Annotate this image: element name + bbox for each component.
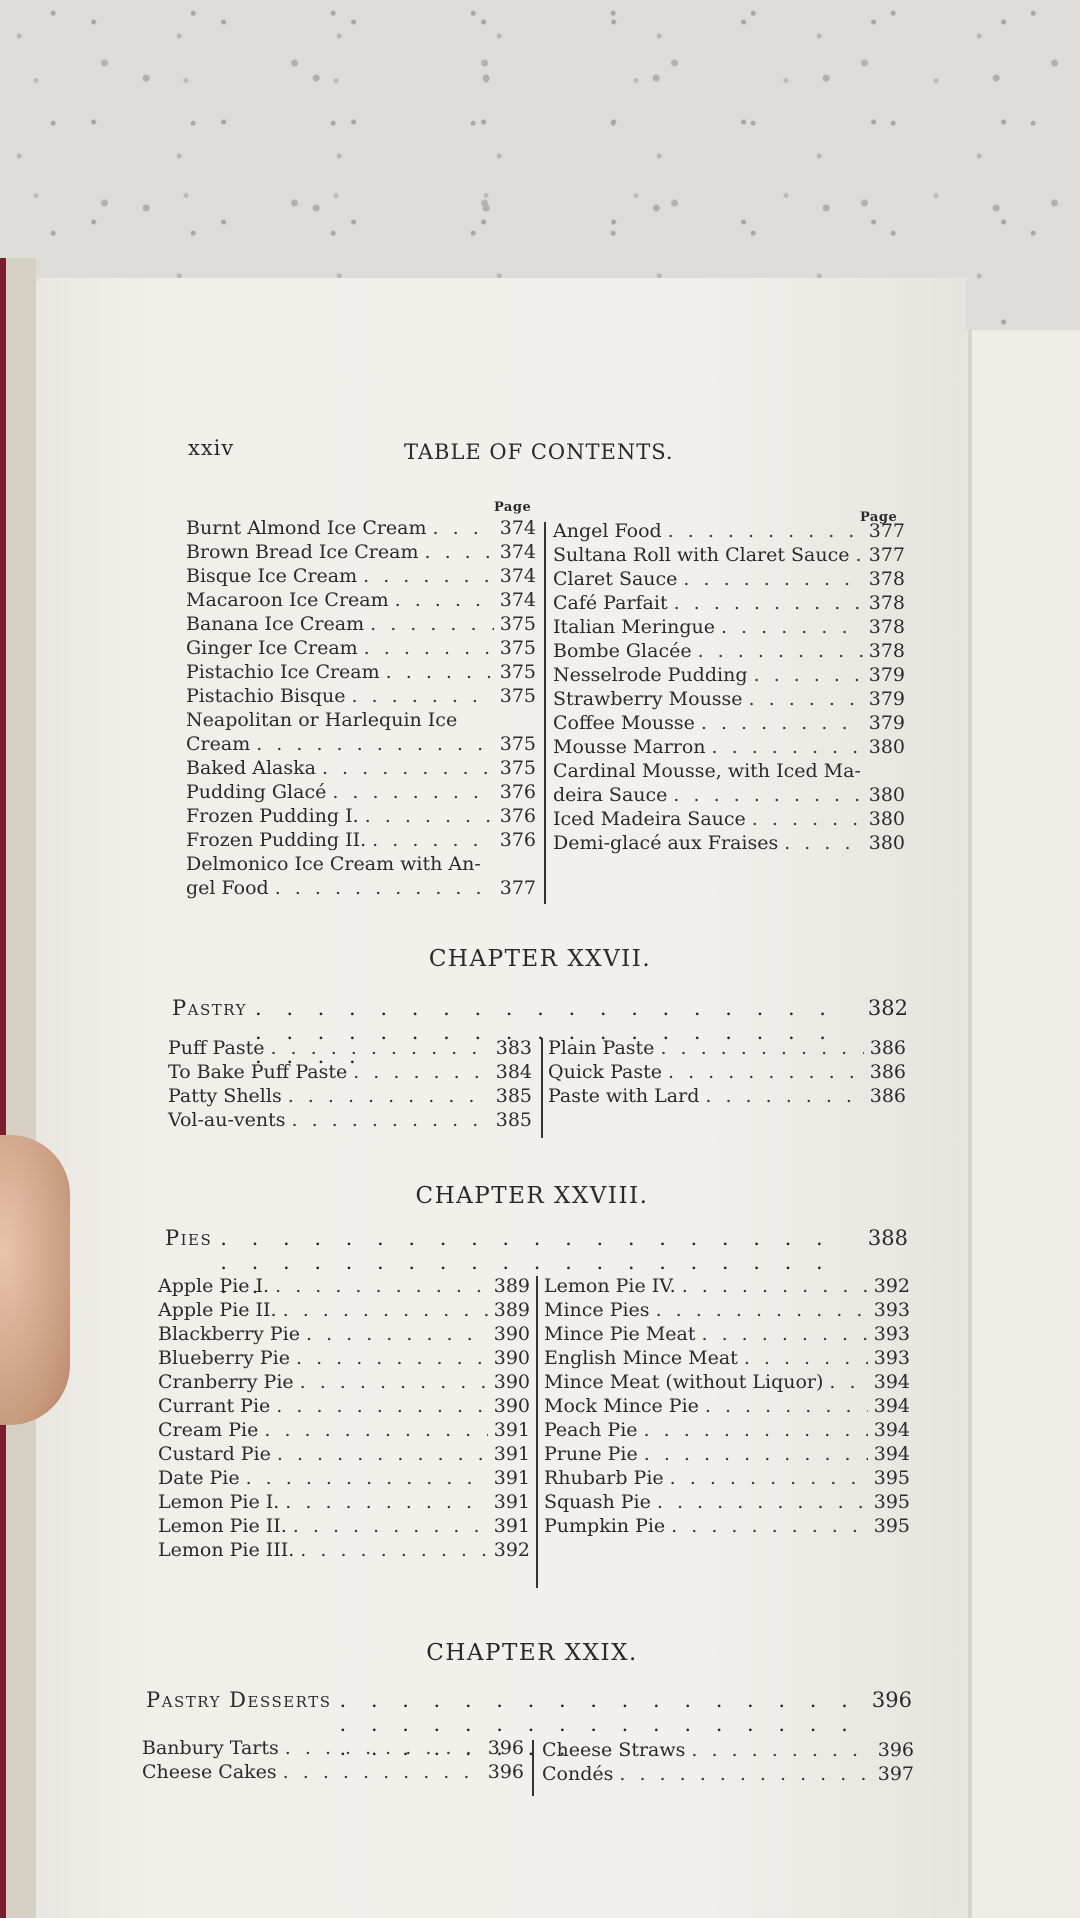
entry-title: Pudding Glacé [186,781,327,803]
entry-title: English Mince Meat [544,1347,738,1369]
entry-page: 375 [499,613,536,635]
toc-entry [553,519,905,543]
toc-entry [544,1346,910,1370]
toc-entry [186,540,536,564]
entry-title: gel Food [186,877,269,899]
entry-title: Coffee Mousse [553,712,695,734]
toc-entry [553,543,905,567]
entry-title: Prune Pie [544,1443,638,1465]
dot-leader [673,783,862,807]
entry-page: 396 [487,1737,524,1759]
entry-title: Banbury Tarts [142,1737,279,1759]
entry-page: 394 [873,1419,910,1441]
toc-entry [186,564,536,588]
entry-title: Cream [186,733,251,755]
toc-entry [553,591,905,615]
dot-leader [363,564,494,588]
entry-title: Squash Pie [544,1491,651,1513]
toc-entry [158,1322,530,1346]
toc-entry [544,1322,910,1346]
entry-page: 391 [493,1419,530,1441]
entry-title: Lemon Pie I. [158,1491,280,1513]
entry-title: Lemon Pie IV. [544,1275,676,1297]
entry-page: 395 [873,1467,910,1489]
entry-page: 380 [868,832,905,854]
pastry-left-column [168,1036,532,1132]
entry-title: Neapolitan or Harlequin Ice [186,709,458,731]
toc-entry [553,735,905,759]
toc-entry [553,759,905,783]
entry-title: Sultana Roll with Claret Sauce [553,544,850,566]
entry-page: 379 [868,712,905,734]
entry-page: 377 [868,544,905,566]
chapter-heading-xxvii: CHAPTER XXVII. [428,946,652,972]
toc-entry [553,687,905,711]
entry-page: 375 [499,757,536,779]
entry-page: 375 [499,661,536,683]
page-column-label-right: Page [860,510,898,525]
toc-entry [186,636,536,660]
entry-page: 392 [493,1539,530,1561]
pastry-right-column [548,1036,906,1108]
dot-leader [671,1514,868,1538]
toc-entry [553,663,905,687]
entry-title: Brown Bread Ice Cream [186,541,419,563]
dot-leader [701,711,863,735]
dot-leader [246,1466,488,1490]
entry-title: Demi-glacé aux Fraises [553,832,779,854]
dot-leader [277,1442,488,1466]
entry-page: 380 [868,784,905,806]
entry-title: Puff Paste [168,1037,265,1059]
entry-page: 391 [493,1515,530,1537]
ice-cream-left-column [186,516,536,900]
toc-entry [553,807,905,831]
entry-page: 391 [493,1491,530,1513]
entry-page: 375 [499,733,536,755]
section-title: Pies [165,1226,213,1250]
entry-page: 390 [493,1323,530,1345]
dot-leader [656,1298,868,1322]
entry-page: 379 [868,664,905,686]
entry-title: Strawberry Mousse [553,688,743,710]
dot-leader [753,663,862,687]
toc-entry [542,1762,914,1786]
entry-title: Nesselrode Pudding [553,664,748,686]
dot-leader [275,876,494,900]
toc-entry [186,828,536,852]
entry-title: Blackberry Pie [158,1323,300,1345]
toc-entry [158,1466,530,1490]
pies-right-column [544,1274,910,1538]
entry-title: Custard Pie [158,1443,271,1465]
dot-leader [300,1538,487,1562]
entry-page: 377 [499,877,536,899]
entry-title: Patty Shells [168,1085,282,1107]
pies-left-column [158,1274,530,1562]
toc-entry [548,1084,906,1108]
entry-title: Peach Pie [544,1419,638,1441]
pastry-desserts-left-column [142,1736,524,1784]
entry-title: Lemon Pie II. [158,1515,287,1537]
dot-leader [744,1346,868,1370]
entry-title: Vol-au-vents [168,1109,286,1131]
entry-page: 376 [499,829,536,851]
toc-entry [158,1514,530,1538]
entry-page: 374 [499,565,536,587]
dot-leader [283,1298,488,1322]
dot-leader [256,732,494,756]
toc-entry [186,732,536,756]
toc-entry [553,711,905,735]
dot-leader [370,612,494,636]
dot-leader [292,1108,490,1132]
entry-title: Bombe Glacée [553,640,692,662]
entry-title: Burnt Almond Ice Cream [186,517,427,539]
toc-entry [544,1274,910,1298]
dot-leader [306,1322,488,1346]
dot-leader [657,1490,868,1514]
page-number: xxiv [188,436,235,460]
entry-page: 376 [499,781,536,803]
entry-title: Plain Paste [548,1037,655,1059]
toc-entry [544,1514,910,1538]
column-divider [536,1276,538,1588]
entry-page: 375 [499,685,536,707]
entry-page: 386 [869,1061,906,1083]
dot-leader [619,1762,871,1786]
entry-title: Paste with Lard [548,1085,700,1107]
toc-entry [544,1442,910,1466]
entry-title: deira Sauce [553,784,668,806]
entry-page: 374 [499,541,536,563]
entry-page: 378 [868,568,905,590]
dot-leader [364,636,494,660]
entry-title: Ginger Ice Cream [186,637,358,659]
toc-entry [142,1736,524,1760]
toc-entry [544,1370,910,1394]
column-divider [544,522,546,904]
entry-page: 390 [493,1347,530,1369]
toc-entry [544,1466,910,1490]
entry-title: Condés [542,1763,614,1785]
entry-title: Café Parfait [553,592,668,614]
toc-entry [186,708,536,732]
entry-page: 378 [868,616,905,638]
dot-leader [752,807,863,831]
toc-entry [544,1394,910,1418]
entry-title: Bisque Ice Cream [186,565,358,587]
entry-page: 394 [873,1395,910,1417]
toc-entry [186,852,536,876]
dot-leader [674,591,863,615]
toc-entry [158,1298,530,1322]
dot-leader [296,1346,488,1370]
entry-page: 375 [499,637,536,659]
dot-leader [660,1036,863,1060]
toc-entry [542,1738,914,1762]
entry-title: Pumpkin Pie [544,1515,666,1537]
toc-entry [158,1370,530,1394]
toc-entry [544,1490,910,1514]
entry-title: Angel Food [553,520,662,542]
entry-title: Date Pie [158,1467,240,1489]
section-title: Pastry [172,996,247,1020]
entry-page: 376 [499,805,536,827]
dot-leader [721,615,863,639]
dot-leader [682,1274,868,1298]
entry-title: Pistachio Bisque [186,685,346,707]
dot-leader [705,1084,863,1108]
dot-leader [322,756,494,780]
section-page: 382 [867,996,908,1020]
dot-leader [283,1760,482,1784]
toc-entry [142,1760,524,1784]
entry-page: 377 [868,520,905,542]
column-divider [541,1038,543,1138]
toc-entry [186,780,536,804]
toc-entry [553,615,905,639]
dot-leader [668,1060,864,1084]
dot-leader [332,780,493,804]
pastry-desserts-right-column [542,1738,914,1786]
dot-leader [276,1394,487,1418]
dot-leader [702,1322,868,1346]
column-divider [532,1740,534,1796]
entry-title: Cheese Cakes [142,1761,277,1783]
entry-page: 396 [877,1739,914,1761]
toc-entry [548,1036,906,1060]
entry-title: Frozen Pudding II. [186,829,367,851]
entry-page: 394 [873,1443,910,1465]
entry-page: 394 [873,1371,910,1393]
entry-title: Italian Meringue [553,616,715,638]
toc-entry [548,1060,906,1084]
dot-leader [270,1036,489,1060]
dot-leader [351,684,493,708]
dot-leader [365,804,494,828]
entry-title: Mousse Marron [553,736,706,758]
dot-leader [683,567,862,591]
page-title: TABLE OF CONTENTS. [404,440,674,464]
entry-title: Currant Pie [158,1395,271,1417]
entry-page: 391 [493,1443,530,1465]
entry-title: Apple Pie I. [158,1275,270,1297]
entry-page: 380 [868,736,905,758]
dot-leader [698,639,863,663]
entry-title: Cranberry Pie [158,1371,294,1393]
toc-entry [168,1084,532,1108]
entry-title: Mince Meat (without Liquor) [544,1371,824,1393]
entry-page: 393 [873,1323,910,1345]
dot-leader [372,828,494,852]
entry-page: 374 [499,589,536,611]
dot-leader [644,1442,868,1466]
dot-leader [275,1274,488,1298]
dot-leader [644,1418,868,1442]
toc-entry [158,1394,530,1418]
entry-title: Claret Sauce [553,568,678,590]
entry-page: 386 [869,1037,906,1059]
entry-title: Pistachio Ice Cream [186,661,380,683]
toc-entry [186,612,536,636]
entry-title: Banana Ice Cream [186,613,365,635]
ice-cream-right-column [553,519,905,855]
entry-page: 389 [493,1299,530,1321]
toc-entry [186,876,536,900]
entry-page: 395 [873,1491,910,1513]
entry-page: 397 [877,1763,914,1785]
dot-leader [285,1736,482,1760]
entry-page: 380 [868,808,905,830]
chapter-heading-xxviii: CHAPTER XXVIII. [415,1183,649,1209]
entry-page: 386 [869,1085,906,1107]
entry-page: 378 [868,592,905,614]
dot-leader [829,1370,867,1394]
toc-entry [158,1490,530,1514]
entry-page: 374 [499,517,536,539]
entry-page: 389 [493,1275,530,1297]
section-page: 388 [867,1226,908,1250]
entry-title: Mince Pie Meat [544,1323,696,1345]
entry-page: 393 [873,1299,910,1321]
toc-entry [186,756,536,780]
dot-leader [712,735,863,759]
dot-leader [293,1514,488,1538]
toc-entry [168,1060,532,1084]
dot-leader [300,1370,488,1394]
section-title: Pastry Desserts [146,1688,332,1712]
thumb [0,1135,70,1425]
entry-page: 379 [868,688,905,710]
entry-title: Cardinal Mousse, with Iced Ma- [553,760,861,782]
entry-page: 396 [487,1761,524,1783]
entry-page: 390 [493,1395,530,1417]
section-page: 396 [871,1688,912,1712]
toc-entry [186,588,536,612]
page-column-label-left: Page [494,500,532,515]
dot-leader [705,1394,868,1418]
dot-leader [856,543,863,567]
entry-page: 392 [873,1275,910,1297]
dot-leader [285,1490,487,1514]
entry-page: 384 [495,1061,532,1083]
dot-leader [668,519,863,543]
toc-entry [553,831,905,855]
entry-title: Lemon Pie III. [158,1539,295,1561]
toc-entry [553,639,905,663]
entry-title: Cream Pie [158,1419,259,1441]
dot-leader [424,540,493,564]
toc-entry [158,1346,530,1370]
toc-entry [544,1418,910,1442]
entry-title: Macaroon Ice Cream [186,589,389,611]
toc-entry [168,1108,532,1132]
entry-title: Frozen Pudding I. [186,805,359,827]
entry-title: To Bake Puff Paste [168,1061,348,1083]
entry-page: 391 [493,1467,530,1489]
entry-title: Mince Pies [544,1299,650,1321]
dot-leader [670,1466,868,1490]
dot-leader [386,660,494,684]
entry-title: Delmonico Ice Cream with An- [186,853,481,875]
chapter-heading-xxix: CHAPTER XXIX. [426,1640,638,1666]
toc-entry [158,1538,530,1562]
toc-entry [186,684,536,708]
toc-entry [168,1036,532,1060]
entry-page: 383 [495,1037,532,1059]
dot-leader [353,1060,490,1084]
dot-leader [288,1084,490,1108]
dot-leader [784,831,863,855]
toc-entry [553,783,905,807]
entry-page: 378 [868,640,905,662]
toc-entry [158,1418,530,1442]
entry-title: Quick Paste [548,1061,662,1083]
entry-page: 390 [493,1371,530,1393]
entry-page: 393 [873,1347,910,1369]
entry-page: 385 [495,1085,532,1107]
entry-page: 395 [873,1515,910,1537]
toc-entry [158,1274,530,1298]
toc-entry [186,660,536,684]
entry-title: Blueberry Pie [158,1347,290,1369]
dot-leader [691,1738,871,1762]
toc-entry [186,804,536,828]
toc-entry [553,567,905,591]
entry-title: Apple Pie II. [158,1299,277,1321]
entry-title: Cheese Straws [542,1739,686,1761]
toc-entry [186,516,536,540]
entry-page: 385 [495,1109,532,1131]
entry-title: Mock Mince Pie [544,1395,699,1417]
toc-entry [544,1298,910,1322]
entry-title: Iced Madeira Sauce [553,808,746,830]
dot-leader [264,1418,487,1442]
toc-entry [158,1442,530,1466]
dot-leader [395,588,494,612]
entry-title: Rhubarb Pie [544,1467,664,1489]
dot-leader [749,687,863,711]
dot-leader [433,516,494,540]
entry-title: Baked Alaska [186,757,316,779]
